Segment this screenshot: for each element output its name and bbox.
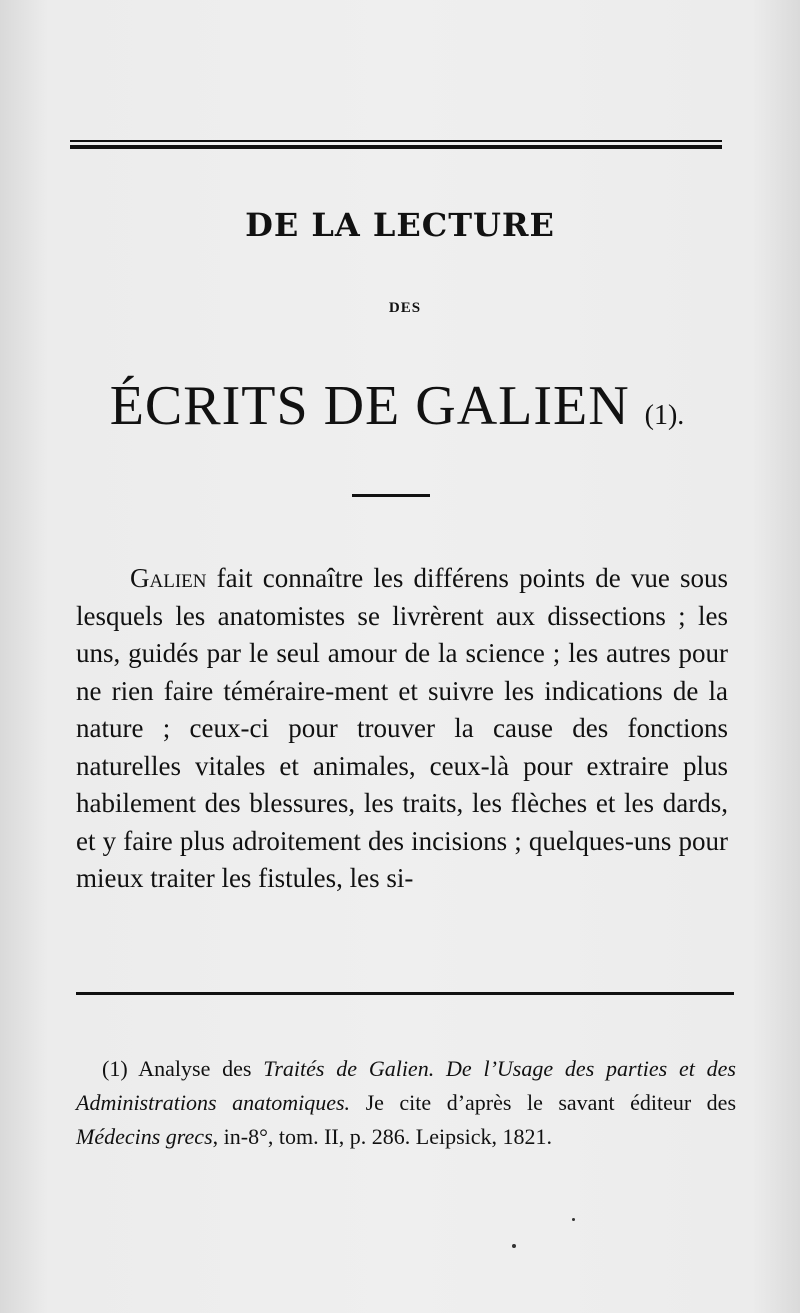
title-line-1: DE LA LECTURE (245, 206, 555, 244)
footnote-italic-1: Traités de Galien. De l’Usage des parties et des Administrations anatomiques. (76, 1056, 736, 1115)
title-line-2: DES (388, 300, 422, 316)
footnote-text-2: Je cite d’après le savant éditeur des (350, 1090, 737, 1115)
footnote-text-3: , in-8°, tom. II, p. 286. Leipsick, 1821. (212, 1124, 553, 1149)
header-double-rule (70, 140, 722, 149)
footnote-text-1: Analyse des (127, 1056, 264, 1081)
footnote-rule (76, 992, 734, 995)
footnote-marker: (1) (102, 1056, 128, 1081)
ink-speck (572, 1218, 575, 1221)
ink-speck (512, 1244, 516, 1248)
footnote-italic-2: Médecins grecs (76, 1124, 213, 1149)
footnote (76, 1052, 736, 1154)
footnote-reference: (1). (644, 400, 685, 431)
body-paragraph (76, 560, 728, 898)
lead-word: Galien (130, 563, 207, 593)
title-main: ÉCRITS DE GALIEN (109, 375, 630, 437)
title-line-3 (0, 374, 800, 438)
bleed-through-text (100, 60, 740, 134)
paragraph-text: fait connaître les différens points de vue sous lesquels les anatomistes se livrèrent aux dissections ; les uns, guidés par le seul amour de la science ; les autres pour ne rien faire téméraire-ment et suivre les indications de la nature ; ceux-ci pour trouver la cause des fonctions naturelles vitales et animales, ceux-là pour extraire plus habilement des blessures, les traits, les flèches et les dards, et y faire plus adroitement des incisions ; quelques-uns pour mieux traiter les fistules, les si- (76, 563, 728, 893)
section-divider (352, 494, 430, 497)
